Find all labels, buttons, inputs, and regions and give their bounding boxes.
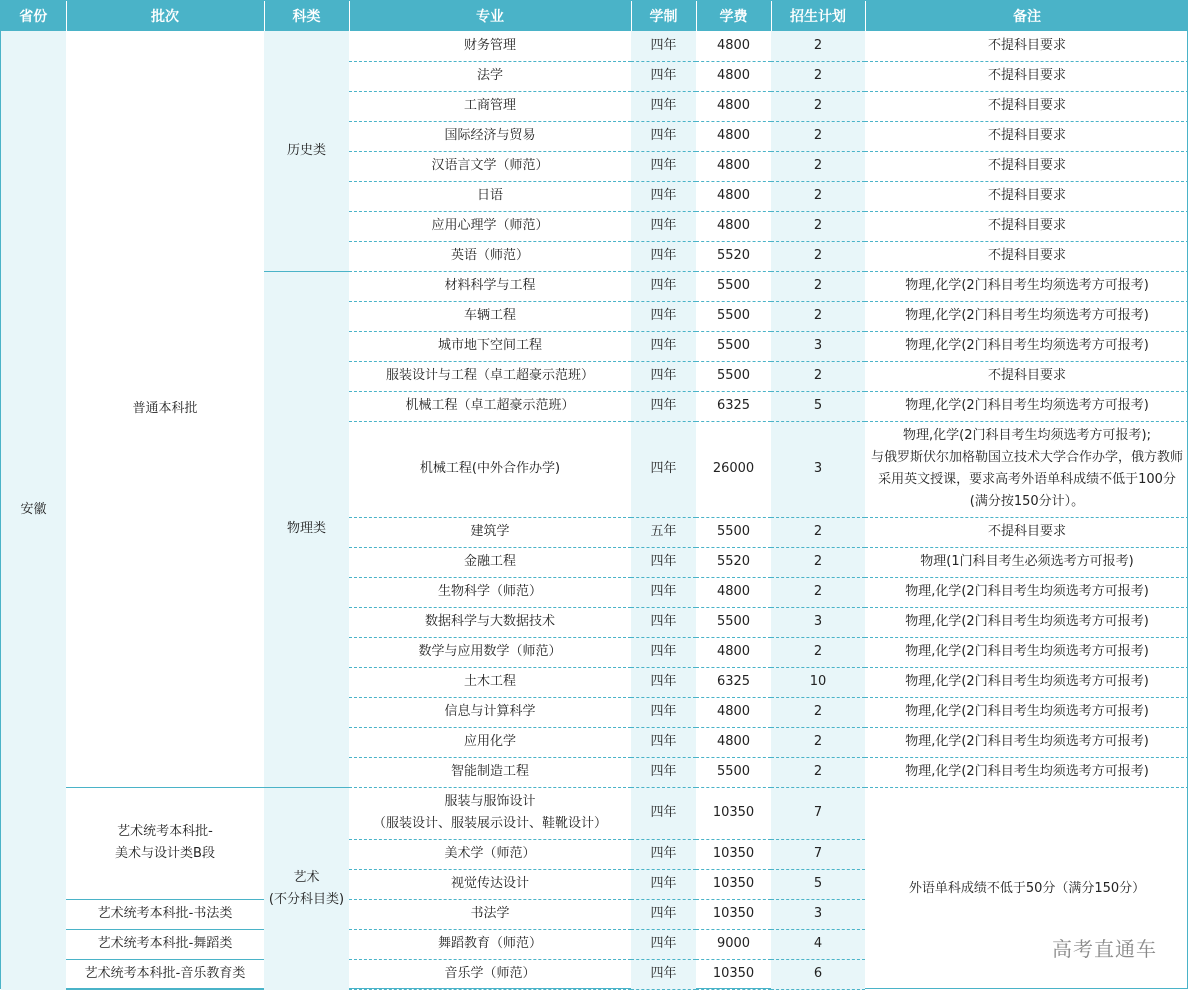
note-cell: 不提科目要求 xyxy=(865,121,1188,151)
duration-cell: 四年 xyxy=(631,959,696,989)
tuition-cell: 10350 xyxy=(696,899,771,929)
note-cell: 物理,化学(2门科目考生均须选考方可报考) xyxy=(865,391,1188,421)
duration-cell: 四年 xyxy=(631,151,696,181)
duration-cell: 四年 xyxy=(631,391,696,421)
tuition-cell: 6325 xyxy=(696,391,771,421)
duration-cell: 四年 xyxy=(631,31,696,61)
batch-general-cell: 普通本科批 xyxy=(66,31,264,787)
major-cell: 土木工程 xyxy=(349,667,631,697)
duration-cell: 五年 xyxy=(631,517,696,547)
major-cell: 音乐学（师范） xyxy=(349,959,631,989)
header-tuition: 学费 xyxy=(696,1,771,31)
tuition-cell: 4800 xyxy=(696,637,771,667)
tuition-cell: 4800 xyxy=(696,31,771,61)
note-cell: 物理,化学(2门科目考生均须选考方可报考) xyxy=(865,757,1188,787)
major-cell: 机械工程(中外合作办学) xyxy=(349,421,631,517)
note-cell: 物理,化学(2门科目考生均须选考方可报考) xyxy=(865,271,1188,301)
duration-cell: 四年 xyxy=(631,787,696,839)
note-cell: 不提科目要求 xyxy=(865,181,1188,211)
header-note: 备注 xyxy=(865,1,1188,31)
duration-cell: 四年 xyxy=(631,839,696,869)
plan-cell: 2 xyxy=(771,121,865,151)
note-cell: 物理,化学(2门科目考生均须选考方可报考) xyxy=(865,667,1188,697)
major-cell: 车辆工程 xyxy=(349,301,631,331)
note-cell: 不提科目要求 xyxy=(865,517,1188,547)
header-province: 省份 xyxy=(1,1,66,31)
duration-cell: 四年 xyxy=(631,667,696,697)
plan-cell: 2 xyxy=(771,181,865,211)
major-cell: 数学与应用数学（师范） xyxy=(349,637,631,667)
table-row xyxy=(1,787,1188,839)
duration-cell: 四年 xyxy=(631,241,696,271)
duration-cell: 四年 xyxy=(631,211,696,241)
major-cell: 城市地下空间工程 xyxy=(349,331,631,361)
plan-cell: 3 xyxy=(771,421,865,517)
tuition-cell: 5500 xyxy=(696,607,771,637)
note-cell: 物理,化学(2门科目考生均须选考方可报考) xyxy=(865,577,1188,607)
plan-cell: 2 xyxy=(771,91,865,121)
note-cell: 不提科目要求 xyxy=(865,361,1188,391)
duration-cell: 四年 xyxy=(631,637,696,667)
major-cell: 应用心理学（师范） xyxy=(349,211,631,241)
major-cell: 生物科学（师范） xyxy=(349,577,631,607)
plan-cell: 5 xyxy=(771,869,865,899)
plan-cell: 2 xyxy=(771,301,865,331)
tuition-cell: 6325 xyxy=(696,667,771,697)
major-cell: 法学 xyxy=(349,61,631,91)
major-cell: 金融工程 xyxy=(349,547,631,577)
plan-cell: 5 xyxy=(771,391,865,421)
note-cell: 不提科目要求 xyxy=(865,91,1188,121)
major-cell: 机械工程（卓工超豪示范班） xyxy=(349,391,631,421)
tuition-cell: 5500 xyxy=(696,361,771,391)
note-cell: 物理,化学(2门科目考生均须选考方可报考) xyxy=(865,727,1188,757)
header-major: 专业 xyxy=(349,1,631,31)
tuition-cell: 4800 xyxy=(696,61,771,91)
note-cell: 不提科目要求 xyxy=(865,61,1188,91)
major-cell: 工商管理 xyxy=(349,91,631,121)
plan-cell: 2 xyxy=(771,361,865,391)
tuition-cell: 4800 xyxy=(696,727,771,757)
duration-cell: 四年 xyxy=(631,271,696,301)
header-batch: 批次 xyxy=(66,1,264,31)
plan-cell: 2 xyxy=(771,61,865,91)
duration-cell: 四年 xyxy=(631,899,696,929)
duration-cell: 四年 xyxy=(631,421,696,517)
tuition-cell: 5500 xyxy=(696,301,771,331)
duration-cell: 四年 xyxy=(631,869,696,899)
note-cell: 物理,化学(2门科目考生均须选考方可报考) xyxy=(865,331,1188,361)
province-cell: 安徽 xyxy=(1,31,66,990)
duration-cell: 四年 xyxy=(631,607,696,637)
duration-cell: 四年 xyxy=(631,757,696,787)
note-cell: 物理,化学(2门科目考生均须选考方可报考) xyxy=(865,607,1188,637)
plan-cell: 2 xyxy=(771,517,865,547)
tuition-cell: 5500 xyxy=(696,331,771,361)
batch-art-design-cell: 艺术统考本科批- 美术与设计类B段 xyxy=(66,787,264,899)
header-row xyxy=(1,1,1188,31)
tuition-cell: 10350 xyxy=(696,839,771,869)
major-cell: 日语 xyxy=(349,181,631,211)
duration-cell: 四年 xyxy=(631,121,696,151)
plan-cell: 6 xyxy=(771,959,865,989)
duration-cell: 四年 xyxy=(631,547,696,577)
plan-cell: 2 xyxy=(771,697,865,727)
note-cell: 不提科目要求 xyxy=(865,151,1188,181)
plan-cell: 2 xyxy=(771,757,865,787)
plan-cell: 3 xyxy=(771,899,865,929)
table-row xyxy=(1,31,1188,61)
note-cell: 不提科目要求 xyxy=(865,211,1188,241)
plan-cell: 2 xyxy=(771,547,865,577)
duration-cell: 四年 xyxy=(631,331,696,361)
note-cell: 物理,化学(2门科目考生均须选考方可报考) xyxy=(865,697,1188,727)
tuition-cell: 26000 xyxy=(696,421,771,517)
duration-cell: 四年 xyxy=(631,91,696,121)
major-cell: 智能制造工程 xyxy=(349,757,631,787)
major-cell: 国际经济与贸易 xyxy=(349,121,631,151)
tuition-cell: 10350 xyxy=(696,869,771,899)
plan-cell: 4 xyxy=(771,929,865,959)
major-cell: 建筑学 xyxy=(349,517,631,547)
header-category: 科类 xyxy=(264,1,349,31)
major-cell: 服装设计与工程（卓工超豪示范班） xyxy=(349,361,631,391)
note-cell: 物理(1门科目考生必须选考方可报考) xyxy=(865,547,1188,577)
watermark: 高考直通车 xyxy=(1052,937,1157,961)
major-cell: 书法学 xyxy=(349,899,631,929)
plan-cell: 2 xyxy=(771,31,865,61)
major-cell: 视觉传达设计 xyxy=(349,869,631,899)
note-cell: 不提科目要求 xyxy=(865,241,1188,271)
plan-cell: 7 xyxy=(771,839,865,869)
tuition-cell: 9000 xyxy=(696,929,771,959)
note-cell: 物理,化学(2门科目考生均须选考方可报考) xyxy=(865,301,1188,331)
duration-cell: 四年 xyxy=(631,361,696,391)
plan-cell: 2 xyxy=(771,241,865,271)
batch-art-dance-cell: 艺术统考本科批-舞蹈类 xyxy=(66,929,264,959)
major-cell: 美术学（师范） xyxy=(349,839,631,869)
tuition-cell: 4800 xyxy=(696,211,771,241)
admission-plan-table xyxy=(1,1,1188,990)
duration-cell: 四年 xyxy=(631,181,696,211)
note-cell: 物理,化学(2门科目考生均须选考方可报考) xyxy=(865,637,1188,667)
major-cell: 汉语言文学（师范） xyxy=(349,151,631,181)
tuition-cell: 4800 xyxy=(696,151,771,181)
plan-cell: 10 xyxy=(771,667,865,697)
plan-cell: 2 xyxy=(771,637,865,667)
plan-cell: 2 xyxy=(771,577,865,607)
major-cell: 材料科学与工程 xyxy=(349,271,631,301)
major-cell: 财务管理 xyxy=(349,31,631,61)
header-duration: 学制 xyxy=(631,1,696,31)
plan-cell: 2 xyxy=(771,271,865,301)
plan-cell: 2 xyxy=(771,151,865,181)
tuition-cell: 10350 xyxy=(696,959,771,989)
category-art-cell: 艺术 (不分科目类) xyxy=(264,787,349,989)
plan-cell: 3 xyxy=(771,331,865,361)
tuition-cell: 5520 xyxy=(696,547,771,577)
major-cell: 舞蹈教育（师范） xyxy=(349,929,631,959)
tuition-cell: 5500 xyxy=(696,271,771,301)
duration-cell: 四年 xyxy=(631,61,696,91)
batch-art-music-cell: 艺术统考本科批-音乐教育类 xyxy=(66,959,264,989)
major-cell: 应用化学 xyxy=(349,727,631,757)
major-cell: 服装与服饰设计 （服装设计、服装展示设计、鞋靴设计） xyxy=(349,787,631,839)
tuition-cell: 5500 xyxy=(696,757,771,787)
tuition-cell: 4800 xyxy=(696,577,771,607)
duration-cell: 四年 xyxy=(631,929,696,959)
category-history-cell: 历史类 xyxy=(264,31,349,271)
category-physics-cell: 物理类 xyxy=(264,271,349,787)
tuition-cell: 4800 xyxy=(696,91,771,121)
tuition-cell: 4800 xyxy=(696,121,771,151)
duration-cell: 四年 xyxy=(631,727,696,757)
plan-cell: 2 xyxy=(771,211,865,241)
duration-cell: 四年 xyxy=(631,577,696,607)
major-cell: 信息与计算科学 xyxy=(349,697,631,727)
plan-cell: 3 xyxy=(771,607,865,637)
note-cell: 不提科目要求 xyxy=(865,31,1188,61)
tuition-cell: 5520 xyxy=(696,241,771,271)
header-plan: 招生计划 xyxy=(771,1,865,31)
duration-cell: 四年 xyxy=(631,697,696,727)
tuition-cell: 5500 xyxy=(696,517,771,547)
duration-cell: 四年 xyxy=(631,301,696,331)
batch-art-calligraphy-cell: 艺术统考本科批-书法类 xyxy=(66,899,264,929)
tuition-cell: 4800 xyxy=(696,697,771,727)
tuition-cell: 4800 xyxy=(696,181,771,211)
plan-cell: 7 xyxy=(771,787,865,839)
major-cell: 数据科学与大数据技术 xyxy=(349,607,631,637)
art-note-cell: 外语单科成绩不低于50分（满分150分） xyxy=(908,880,1146,896)
plan-cell: 2 xyxy=(771,727,865,757)
note-cell: 物理,化学(2门科目考生均须选考方可报考); 与俄罗斯伏尔加格勒国立技术大学合作办学，俄方教师 采用英文授课，要求高考外语单科成绩不低于100分 (满分按150分计）。 xyxy=(865,421,1188,517)
tuition-cell: 10350 xyxy=(696,787,771,839)
major-cell: 英语（师范） xyxy=(349,241,631,271)
